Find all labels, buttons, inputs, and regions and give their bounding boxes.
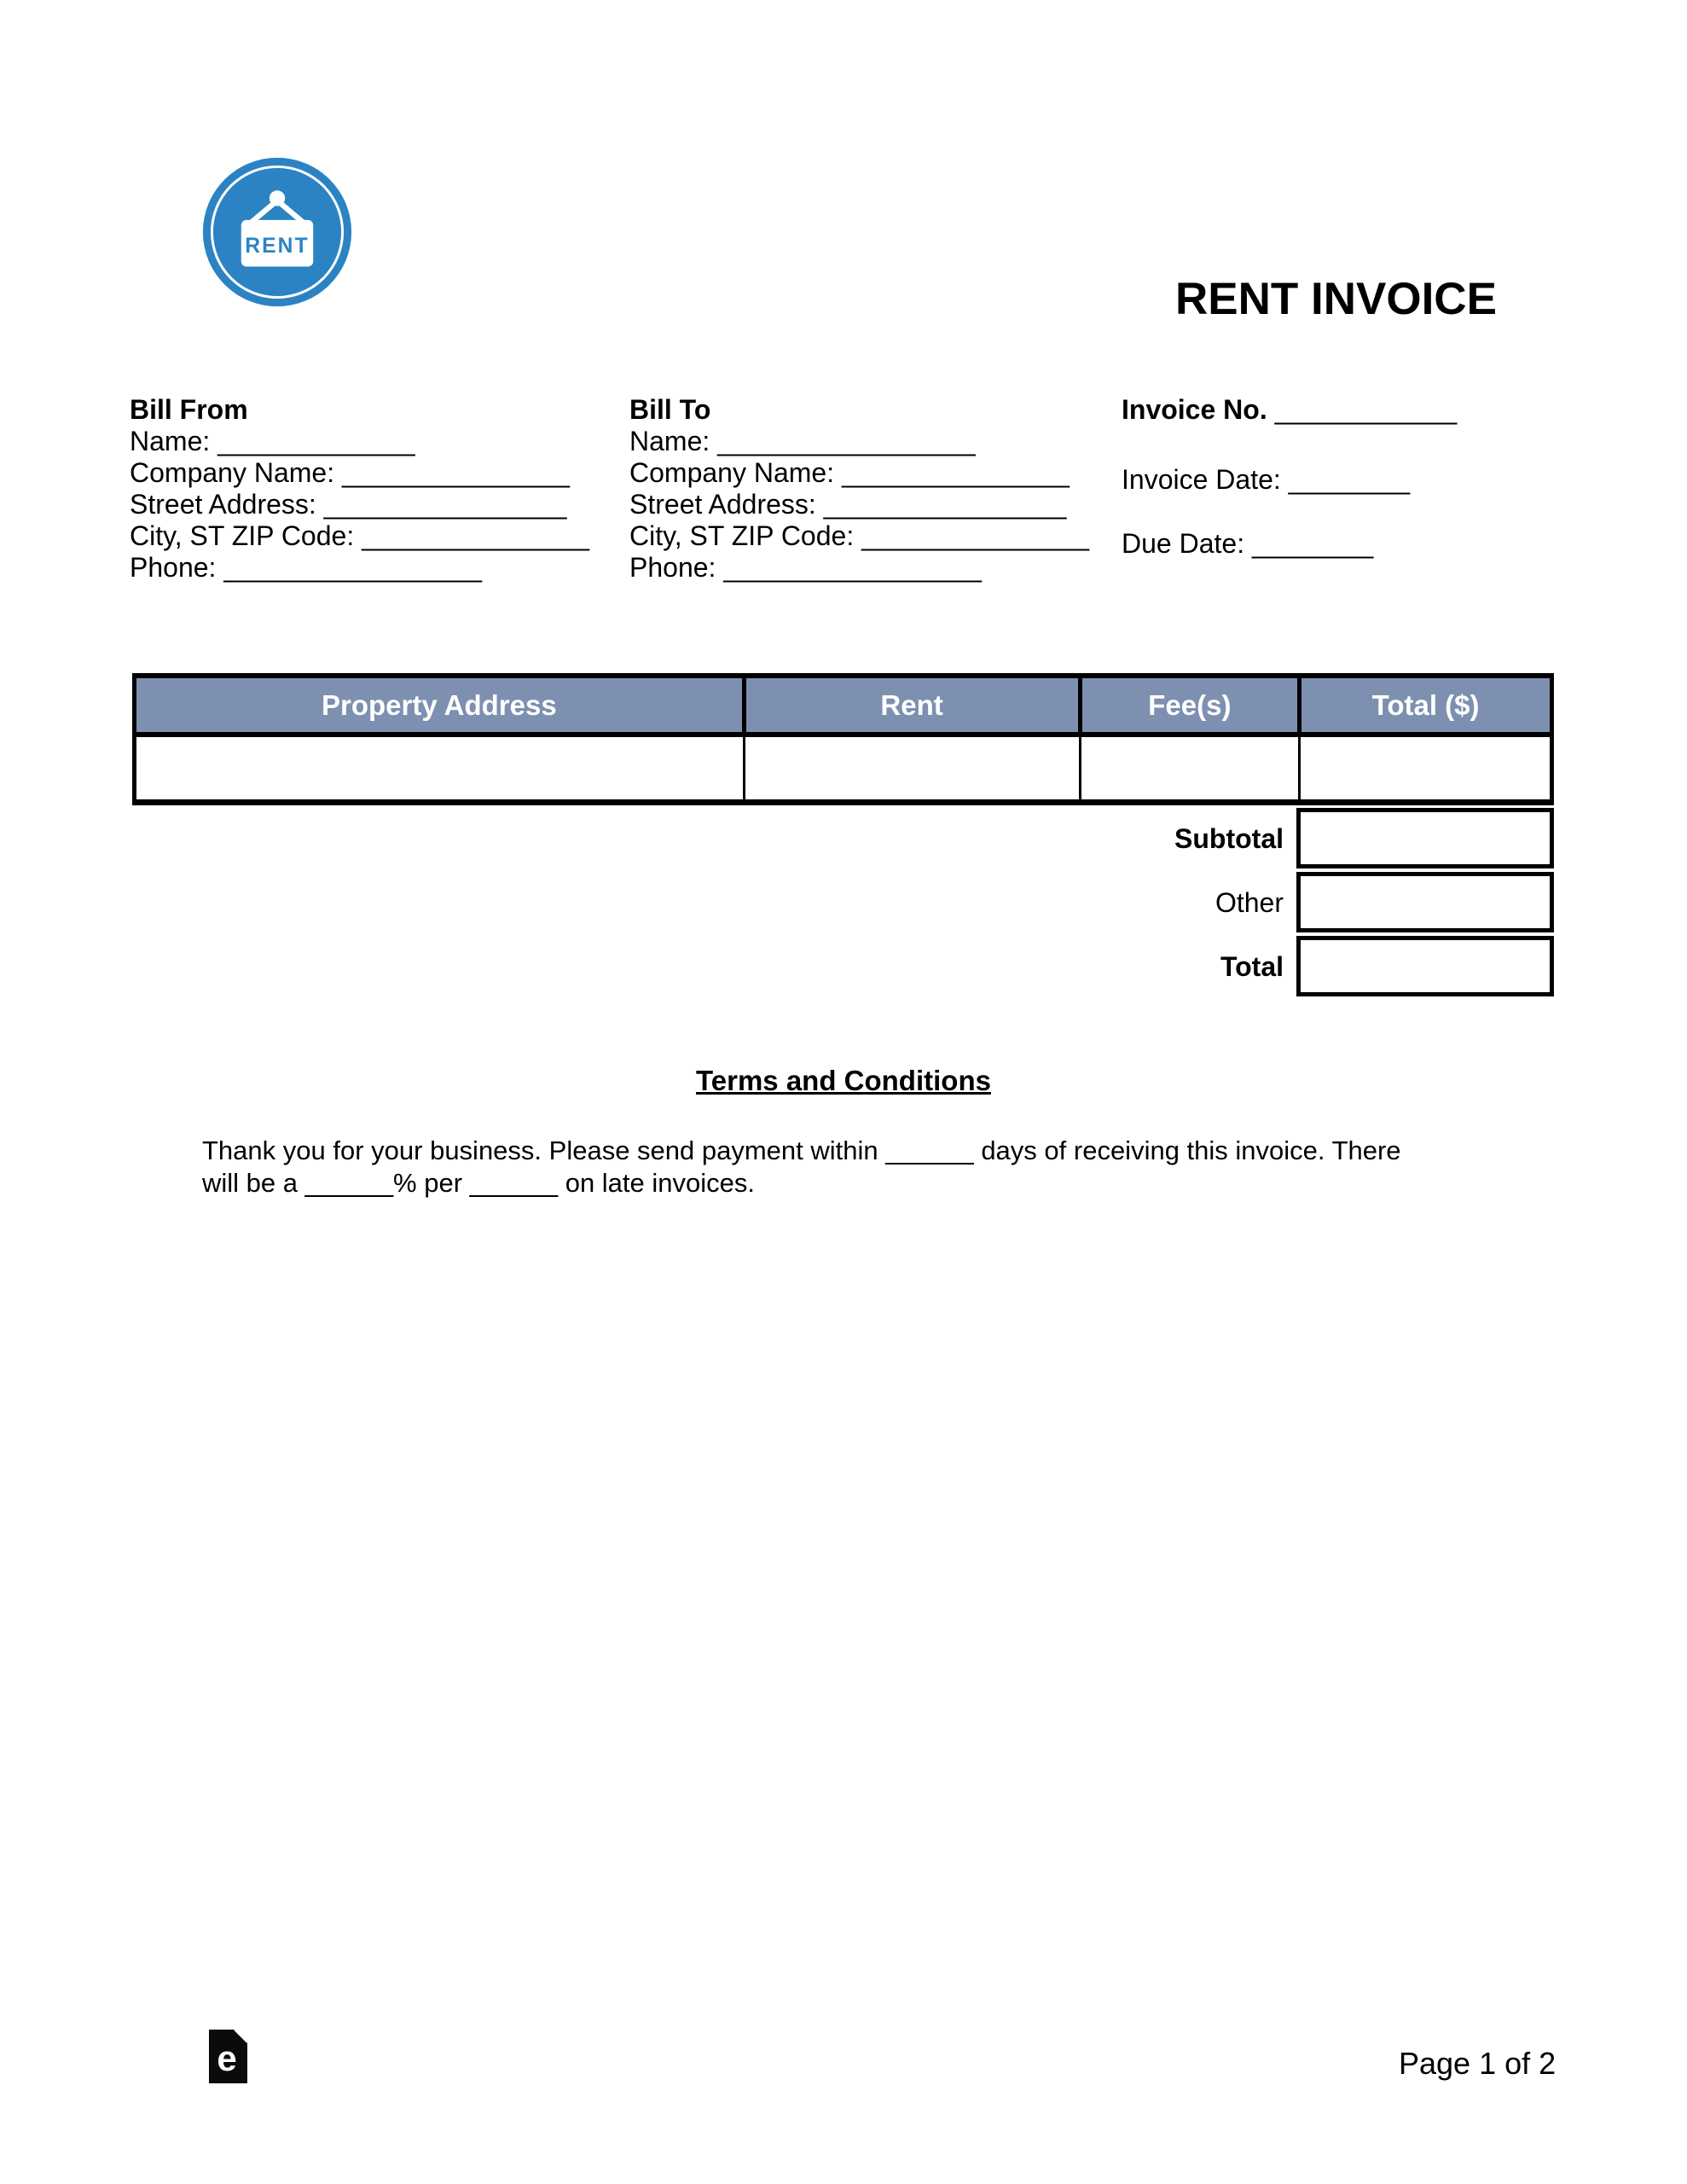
bill-from-city-line: City, ST ZIP Code: _______________ [130,520,590,551]
terms-line-2: will be a ______% per ______ on late invoices. [202,1168,756,1198]
bill-to-name-line: Name: _________________ [629,426,976,456]
col-header-rent: Rent [744,676,1080,735]
cell-total [1300,735,1552,803]
charges-table [132,673,1554,805]
cell-fees [1080,735,1300,803]
total-label: Total [1220,951,1284,982]
bill-from-heading: Bill From [130,394,248,425]
charges-table-row [135,735,1552,803]
invoice-meta-section [1122,394,1457,560]
other-value-box [1296,872,1554,932]
bill-to-city-line: City, ST ZIP Code: _______________ [629,520,1090,551]
charges-table-header-row [135,676,1552,735]
terms-heading: Terms and Conditions [696,1065,991,1096]
terms-line-1: Thank you for your business. Please send payment within ______ days of receiving this invoice. There [202,1136,1401,1165]
eforms-logo-icon [209,2030,247,2083]
bill-to-street-line: Street Address: ________________ [629,489,1067,520]
total-value-box [1296,936,1554,996]
bill-to-heading: Bill To [629,394,711,425]
subtotal-label: Subtotal [1174,823,1284,854]
invoice-date-line: Invoice Date: ________ [1122,464,1411,495]
col-header-total: Total ($) [1300,676,1552,735]
bill-from-street-line: Street Address: ________________ [130,489,567,520]
page-title: RENT INVOICE [1175,274,1497,324]
rent-sign-logo-icon [202,157,352,307]
bill-from-section [130,394,589,584]
rent-sign-logo-svg [202,157,352,307]
invoice-number-label: Invoice No. [1122,394,1267,425]
col-header-property-address: Property Address [135,676,745,735]
bill-to-phone-line: Phone: _________________ [629,552,982,583]
bill-from-name-line: Name: _____________ [130,426,415,456]
bill-from-phone-line: Phone: _________________ [130,552,482,583]
invoice-number-blank: ____________ [1267,394,1458,425]
bill-to-section [629,394,1089,584]
svg-text:e: e [217,2038,237,2078]
cell-rent [744,735,1080,803]
bill-from-company-line: Company Name: _______________ [130,457,570,488]
svg-text:RENT: RENT [245,234,310,258]
invoice-number-line [1122,394,1457,426]
col-header-fees: Fee(s) [1080,676,1300,735]
due-date-line: Due Date: ________ [1122,528,1374,559]
subtotal-value-box [1296,808,1554,868]
eforms-logo-svg [209,2030,247,2083]
other-label: Other [1215,887,1284,918]
cell-property-address [135,735,745,803]
terms-paragraph [202,1135,1401,1199]
bill-to-company-line: Company Name: _______________ [629,457,1070,488]
page-number: Page 1 of 2 [1399,2046,1557,2081]
